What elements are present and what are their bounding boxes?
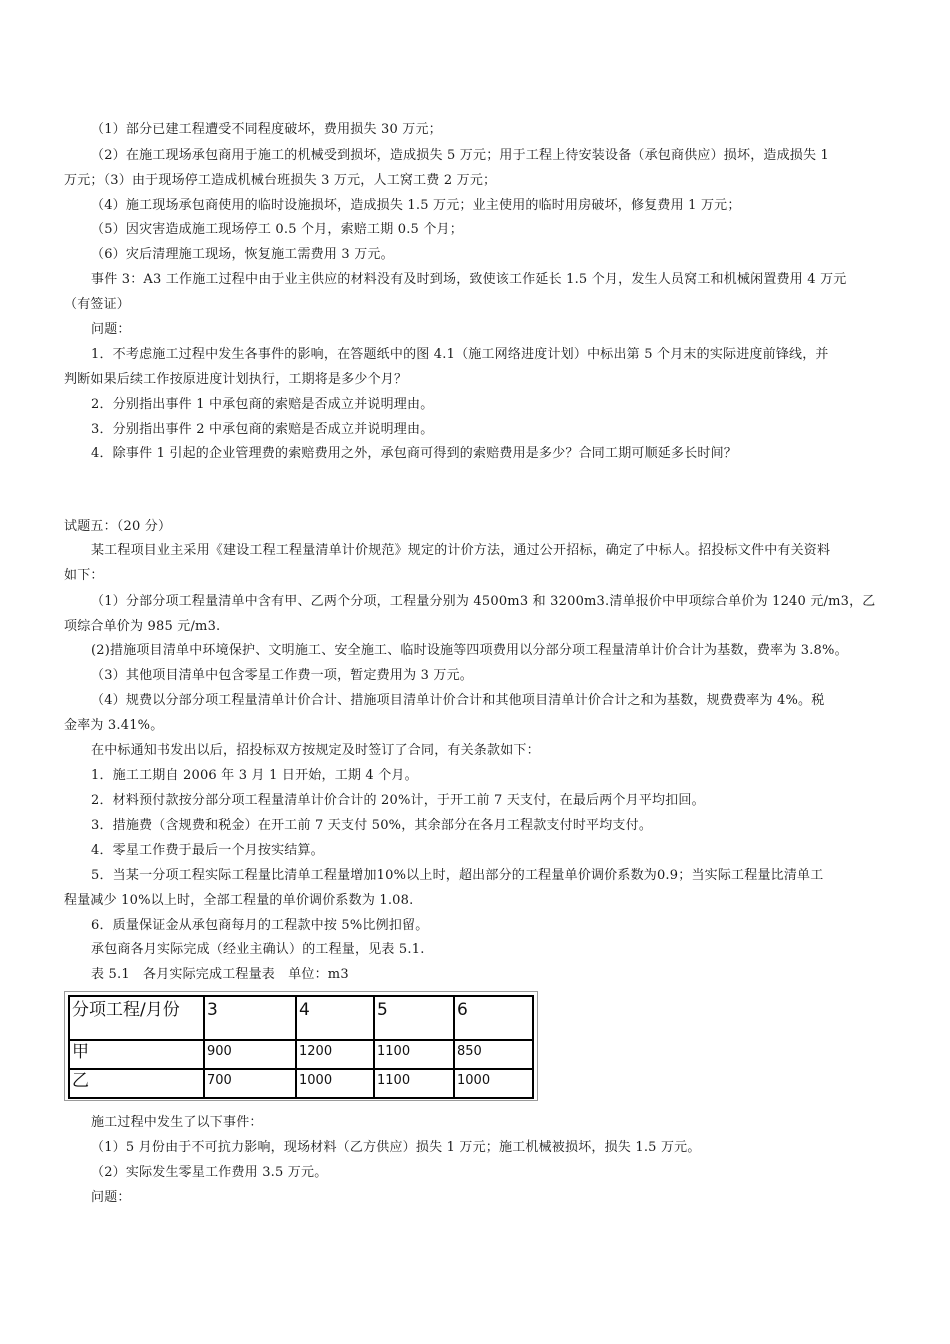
text-line: 事件 3：A3 工作施工过程中由于业主供应的材料没有及时到场，致使该工作延长 1.5 个月，发生人员窝工和机械闲置费用 4 万元: [91, 272, 847, 287]
text-line: 3．措施费（含规费和税金）在开工前 7 天支付 50%，其余部分在各月工程款支付时平均支付。: [91, 818, 653, 833]
monthly-quantity-table: [68, 995, 534, 1099]
table-header-cell: 分项工程/月份: [69, 996, 204, 1040]
table-row-label: 乙: [69, 1069, 204, 1098]
text-line: 问题：: [91, 1190, 131, 1205]
text-line: 试题五：（20 分）: [64, 519, 172, 534]
table-cell: 1200: [296, 1040, 374, 1069]
table-cell: 1000: [454, 1069, 533, 1098]
text-line: 在中标通知书发出以后，招投标双方按规定及时签订了合同，有关条款如下：: [91, 743, 540, 758]
text-line: （3）其他项目清单中包含零星工作费一项，暂定费用为 3 万元。: [91, 668, 474, 683]
text-line: 程量减少 10%以上时，全部工程量的单价调价系数为 1.08.: [64, 893, 414, 908]
table-cell: 1100: [374, 1040, 454, 1069]
text-line: 1．施工工期自 2006 年 3 月 1 日开始，工期 4 个月。: [91, 768, 418, 783]
text-line: （1）分部分项工程量清单中含有甲、乙两个分项，工程量分别为 4500m3 和 3200m3.清单报价中甲项综合单价为 1240 元/m3，乙: [91, 594, 876, 609]
table-header-row: [69, 996, 533, 1040]
text-line: 4．除事件 1 引起的企业管理费的索赔费用之外，承包商可得到的索赔费用是多少？合同工期可顺延多长时间？: [91, 446, 738, 461]
table-cell: 1100: [374, 1069, 454, 1098]
text-line: 4．零星工作费于最后一个月按实结算。: [91, 843, 324, 858]
table-cell: 900: [204, 1040, 296, 1069]
table-cell: 1000: [296, 1069, 374, 1098]
table-row-label: 甲: [69, 1040, 204, 1069]
text-line: 施工过程中发生了以下事件：: [91, 1115, 263, 1130]
table-cell: 850: [454, 1040, 533, 1069]
table-header-cell: 6: [454, 996, 533, 1040]
text-line: 如下：: [64, 568, 104, 583]
text-line: 3．分别指出事件 2 中承包商的索赔是否成立并说明理由。: [91, 422, 434, 437]
text-line: (2)措施项目清单中环境保护、文明施工、安全施工、临时设施等四项费用以分部分项工程量清单计价合计为基数，费率为 3.8%。: [91, 643, 848, 658]
text-line: （4）施工现场承包商使用的临时设施损坏，造成损失 1.5 万元；业主使用的临时用房破坏，修复费用 1 万元；: [91, 198, 741, 213]
text-line: 2．材料预付款按分部分项工程量清单计价合计的 20%计，于开工前 7 天支付，在最后两个月平均扣回。: [91, 793, 705, 808]
text-line: 1．不考虑施工过程中发生各事件的影响，在答题纸中的图 4.1（施工网络进度计划）中标出第 5 个月末的实际进度前锋线，并: [91, 347, 829, 362]
text-line: （4）规费以分部分项工程量清单计价合计、措施项目清单计价合计和其他项目清单计价合计之和为基数，规费费率为 4%。税: [91, 693, 825, 708]
text-line: （有签证）: [64, 297, 131, 312]
table-5-1-image: [64, 991, 538, 1101]
text-line: （1）部分已建工程遭受不同程度破坏，费用损失 30 万元；: [91, 122, 442, 137]
table-header-cell: 4: [296, 996, 374, 1040]
table-row: [69, 1069, 533, 1098]
text-line: 5．当某一分项工程实际工程量比清单工程量增加10%以上时，超出部分的工程量单价调价系数为0.9；当实际工程量比清单工: [91, 868, 824, 883]
text-line: 项综合单价为 985 元/m3.: [64, 619, 221, 634]
text-line: （6）灾后清理施工现场，恢复施工需费用 3 万元。: [91, 247, 394, 262]
text-line: 万元；（3）由于现场停工造成机械台班损失 3 万元，人工窝工费 2 万元；: [64, 173, 497, 188]
text-line: （1）5 月份由于不可抗力影响，现场材料（乙方供应）损失 1 万元；施工机械被损坏，损失 1.5 万元。: [91, 1140, 701, 1155]
table-row: [69, 1040, 533, 1069]
text-line: 金率为 3.41%。: [64, 718, 164, 733]
text-line: （2）在施工现场承包商用于施工的机械受到损坏，造成损失 5 万元；用于工程上待安装设备（承包商供应）损坏，造成损失 1: [91, 148, 830, 163]
text-line: 问题：: [91, 322, 131, 337]
table-header-cell: 3: [204, 996, 296, 1040]
text-line: （2）实际发生零星工作费用 3.5 万元。: [91, 1165, 328, 1180]
table-header-cell: 5: [374, 996, 454, 1040]
table-cell: 700: [204, 1069, 296, 1098]
text-line: 承包商各月实际完成（经业主确认）的工程量，见表 5.1.: [91, 942, 425, 957]
text-line: 某工程项目业主采用《建设工程工程量清单计价规范》规定的计价方法，通过公开招标，确定了中标人。招投标文件中有关资料: [91, 543, 831, 558]
text-line: （5）因灾害造成施工现场停工 0.5 个月，索赔工期 0.5 个月；: [91, 222, 463, 237]
text-line: 表 5.1 各月实际完成工程量表 单位：m3: [91, 967, 349, 982]
text-line: 判断如果后续工作按原进度计划执行，工期将是多少个月？: [64, 372, 408, 387]
text-line: 6．质量保证金从承包商每月的工程款中按 5%比例扣留。: [91, 918, 429, 933]
text-line: 2．分别指出事件 1 中承包商的索赔是否成立并说明理由。: [91, 397, 434, 412]
